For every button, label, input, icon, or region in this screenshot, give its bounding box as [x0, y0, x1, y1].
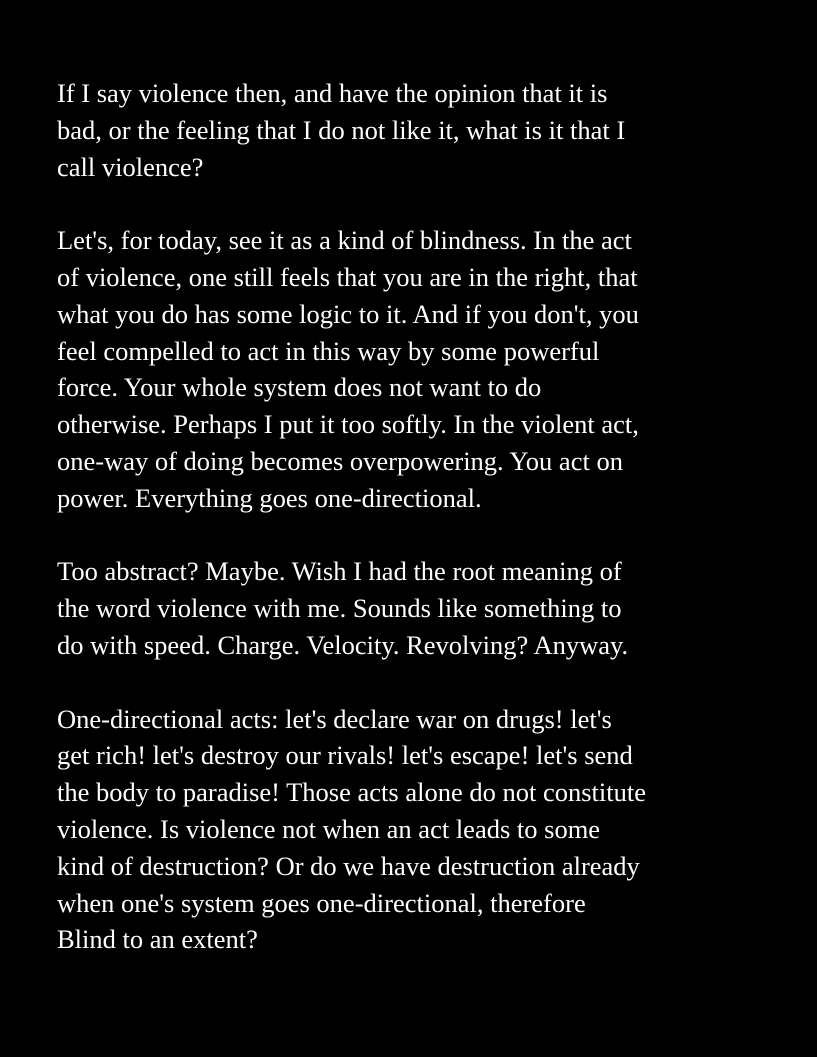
text-line: One-directional acts: let's declare war on drugs! let's	[57, 703, 612, 734]
text-line: Blind to an extent?	[57, 924, 258, 955]
text-line: the word violence with me. Sounds like something to	[57, 593, 622, 624]
text-line: call violence?	[57, 151, 204, 182]
document-text	[57, 75, 797, 995]
text-line: feel compelled to act in this way by some powerful	[57, 335, 600, 366]
paragraph-4	[57, 701, 797, 959]
text-line: one-way of doing becomes overpowering. You act on	[57, 445, 623, 476]
text-line: kind of destruction? Or do we have destruction already	[57, 850, 640, 881]
text-line: of violence, one still feels that you are in the right, that	[57, 261, 638, 292]
text-line: what you do has some logic to it. And if you don't, you	[57, 298, 639, 329]
text-line: Too abstract? Maybe. Wish I had the root meaning of	[57, 556, 622, 587]
paragraph-3	[57, 553, 797, 663]
paragraph-2	[57, 222, 797, 516]
paragraph-1	[57, 75, 797, 185]
text-line: Let's, for today, see it as a kind of blindness. In the act	[57, 225, 632, 256]
text-line: otherwise. Perhaps I put it too softly. In the violent act,	[57, 409, 639, 440]
text-line: get rich! let's destroy our rivals! let's escape! let's send	[57, 740, 633, 771]
text-line: do with speed. Charge. Velocity. Revolving? Anyway.	[57, 629, 629, 660]
text-line: force. Your whole system does not want to do	[57, 372, 542, 403]
text-line: power. Everything goes one-directional.	[57, 482, 482, 513]
text-line: the body to paradise! Those acts alone do not constitute	[57, 777, 646, 808]
text-line: violence. Is violence not when an act leads to some	[57, 813, 601, 844]
text-line: If I say violence then, and have the opinion that it is	[57, 78, 608, 108]
text-line: bad, or the feeling that I do not like it, what is it that I	[57, 114, 626, 145]
text-line: when one's system goes one-directional, therefore	[57, 887, 586, 918]
